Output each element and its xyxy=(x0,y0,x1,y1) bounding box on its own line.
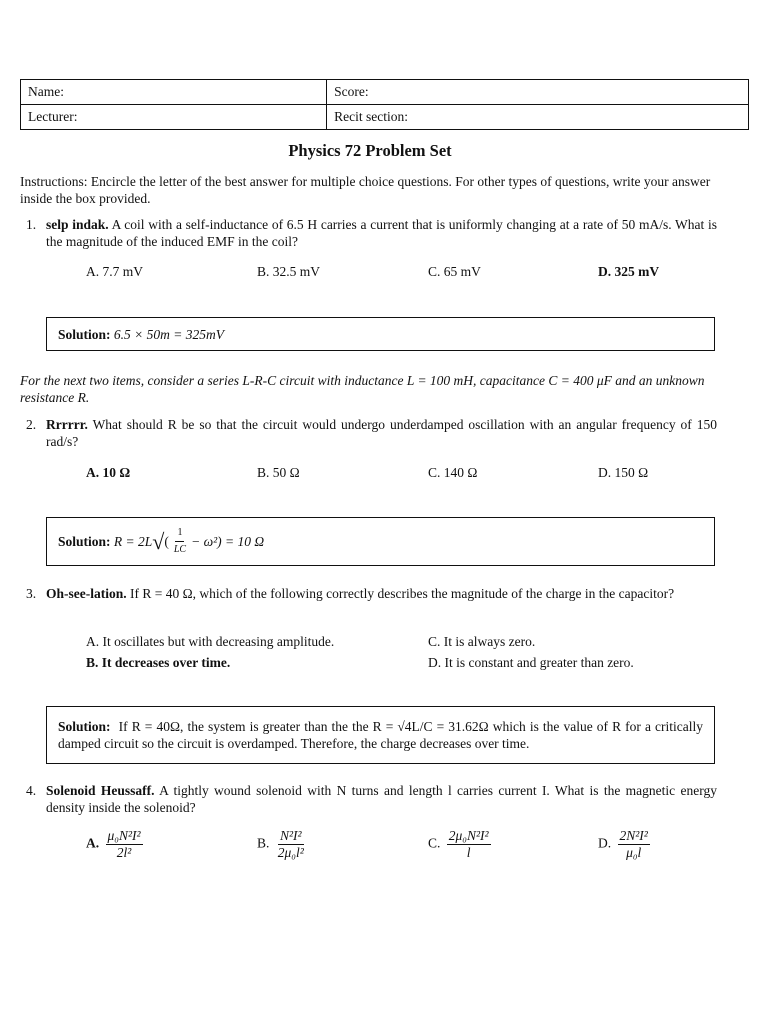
choice-letter: C. xyxy=(428,835,441,851)
solution-fraction xyxy=(172,525,188,558)
problem-title: Oh-see-lation. xyxy=(46,586,127,601)
sqrt-sign: √ xyxy=(152,529,165,554)
problem-1 xyxy=(20,216,717,250)
choice-fraction xyxy=(106,828,143,861)
problem-title: selp indak. xyxy=(46,217,109,232)
choice-fraction xyxy=(276,828,306,861)
choice-a[interactable]: A. 10 Ω xyxy=(86,465,131,480)
solution-label: Solution: xyxy=(58,326,111,342)
problem-title: Rrrrrr. xyxy=(46,417,88,432)
solution-box-2[interactable] xyxy=(46,517,715,566)
solution-label: Solution: xyxy=(58,534,111,549)
choice-a[interactable]: A. It oscillates but with decreasing amplitude. xyxy=(86,634,335,649)
solution-paren: ( xyxy=(164,534,169,549)
problem-4 xyxy=(20,782,717,816)
fraction-numerator: 2N²I² xyxy=(619,828,648,843)
choice-a[interactable]: A. 7.7 mV xyxy=(86,264,143,279)
fraction-denominator: 2l² xyxy=(116,845,132,860)
fraction-numerator: 2μ₀N²I² xyxy=(448,828,489,843)
choice-letter: B. xyxy=(257,835,270,851)
problem-number: 4. xyxy=(26,783,37,798)
problem-text xyxy=(46,416,717,450)
solution-post: − ω²) = 10 Ω xyxy=(191,534,265,549)
fraction-denominator: LC xyxy=(173,544,187,555)
solution-box-3[interactable] xyxy=(46,706,715,764)
choice-letter: A. xyxy=(86,835,100,851)
problem-3 xyxy=(20,585,717,602)
fraction-numerator: N²I² xyxy=(279,828,302,843)
lecturer-field[interactable] xyxy=(21,105,327,130)
choice-b[interactable]: B. It decreases over time. xyxy=(86,655,231,670)
page-title: Physics 72 Problem Set xyxy=(288,141,452,160)
solution-box-1[interactable] xyxy=(46,317,715,351)
score-field[interactable] xyxy=(327,80,749,105)
instructions: Instructions: Encircle the letter of the best answer for multiple choice questions. For other types of questions, write your answer inside the box provided. xyxy=(20,174,711,206)
problem-title: Solenoid Heussaff. xyxy=(46,783,155,798)
choice-c[interactable]: C. 140 Ω xyxy=(428,465,478,480)
problem-2 xyxy=(20,416,717,450)
choice-c[interactable] xyxy=(428,828,494,861)
problem-number: 3. xyxy=(26,586,37,601)
problem-body: If R = 40 Ω, which of the following correctly describes the magnitude of the charge in the capacitor? xyxy=(130,586,675,601)
problem-number: 2. xyxy=(26,417,37,432)
choice-b[interactable]: B. 32.5 mV xyxy=(257,264,321,279)
choice-d[interactable]: D. 150 Ω xyxy=(598,465,649,480)
choice-fraction xyxy=(618,828,650,861)
choice-c[interactable]: C. It is always zero. xyxy=(428,634,536,649)
problem-text xyxy=(46,216,717,250)
solution-text: If R = 40Ω, the system is greater than the the R = √4L/C = 31.62Ω which is the value of R for a critically damped circuit so the circuit is overdamped. Therefore, the charge decreases over time. xyxy=(58,719,703,751)
score-label: Score: xyxy=(334,84,369,99)
choice-d[interactable]: D. 325 mV xyxy=(598,264,660,279)
fraction-denominator: l xyxy=(466,845,471,860)
problem-body: What should R be so that the circuit would undergo underdamped oscillation with an angular frequency of 150 rad/s? xyxy=(46,417,717,449)
fraction-numerator: μ₀N²I² xyxy=(107,828,141,843)
choice-letter: D. xyxy=(598,835,612,851)
problem-text xyxy=(46,782,717,816)
problem-text xyxy=(46,585,717,602)
header-table xyxy=(20,79,749,130)
problem-body: A coil with a self-inductance of 6.5 H carries a current that is uniformly changing at a rate of 50 mA/s. What is the magnitude of the induced EMF in the coil? xyxy=(46,217,717,249)
problem-body: A tightly wound solenoid with N turns and length l carries current I. What is the magnetic energy density inside the solenoid? xyxy=(46,783,717,815)
fraction-numerator: 1 xyxy=(175,525,184,542)
choice-d[interactable] xyxy=(598,828,653,861)
lecturer-label: Lecturer: xyxy=(28,109,78,124)
solution-pre: R = 2L xyxy=(113,534,153,549)
fraction-denominator: 2μ₀l² xyxy=(277,845,304,860)
name-label: Name: xyxy=(28,84,64,99)
solution-text: 6.5 × 50m = 325mV xyxy=(113,326,224,342)
choice-fraction xyxy=(447,828,491,861)
fraction-denominator: μ₀l xyxy=(626,845,642,860)
series-note: For the next two items, consider a series L-R-C circuit with inductance L = 100 mH, capacitance C = 400 μF and an unknown resistance R. xyxy=(20,373,705,405)
name-field[interactable] xyxy=(21,80,327,105)
recit-section-label: Recit section: xyxy=(334,109,408,124)
choice-b[interactable] xyxy=(257,828,309,861)
recit-section-field[interactable] xyxy=(327,105,749,130)
choice-a[interactable] xyxy=(86,828,146,861)
solution-label: Solution: xyxy=(58,719,111,734)
problem-number: 1. xyxy=(26,217,37,232)
choice-b[interactable]: B. 50 Ω xyxy=(257,465,300,480)
solution-content xyxy=(58,718,703,752)
choice-c[interactable]: C. 65 mV xyxy=(428,264,481,279)
choice-d[interactable]: D. It is constant and greater than zero. xyxy=(428,655,634,670)
